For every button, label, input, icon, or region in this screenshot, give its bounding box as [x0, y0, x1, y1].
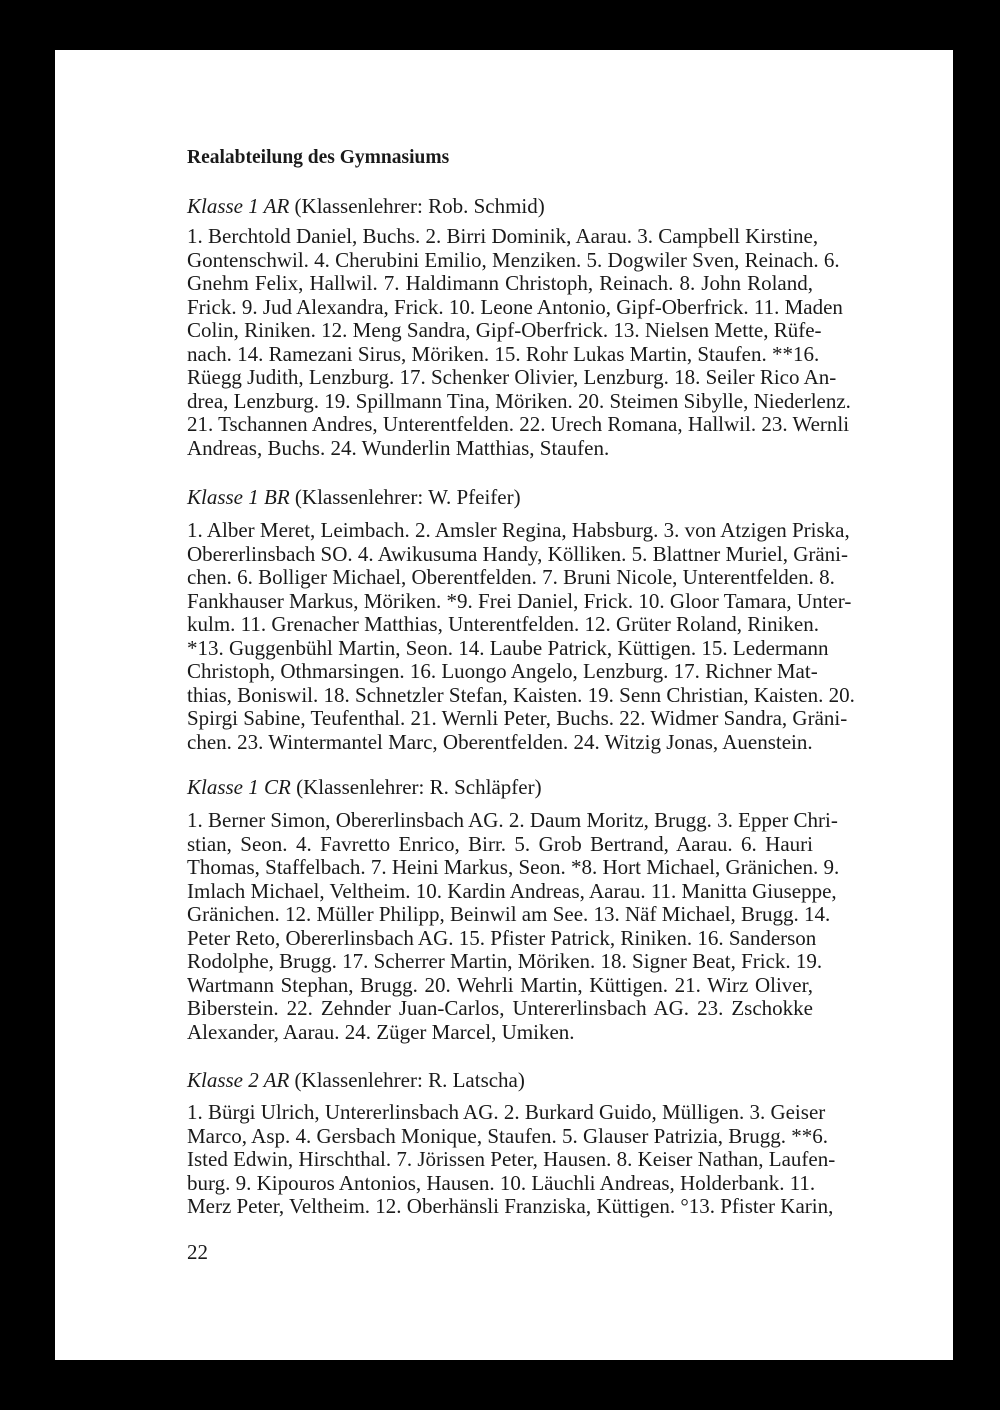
text-line: stian, Seon. 4. Favretto Enrico, Birr. 5. Grob Bertrand, Aarau. 6. Hauri [187, 831, 813, 856]
text-line: Imlach Michael, Veltheim. 10. Kardin Andreas, Aarau. 11. Manitta Giuseppe, [187, 878, 837, 903]
student-list-1ar [187, 224, 851, 460]
text-line: Thomas, Staffelbach. 7. Heini Markus, Seon. *8. Hort Michael, Gränichen. 9. [187, 855, 840, 879]
student-list-1br [187, 518, 855, 754]
page-number: 22 [187, 1240, 208, 1264]
text-line: thias, Boniswil. 18. Schnetzler Stefan, Kaisten. 19. Senn Christian, Kaisten. 20. [187, 682, 855, 707]
class-label: Klasse 1 AR [187, 194, 290, 218]
class-label: Klasse 1 BR [187, 485, 290, 509]
text-line: chen. 23. Wintermantel Marc, Oberentfelden. 24. Witzig Jonas, Auenstein. [187, 729, 813, 754]
text-line: Gränichen. 12. Müller Philipp, Beinwil am See. 13. Näf Michael, Brugg. 14. [187, 902, 831, 926]
class-teacher: (Klassenlehrer: R. Latscha) [294, 1068, 525, 1092]
text-line: 1. Bürgi Ulrich, Untererlinsbach AG. 2. Burkard Guido, Mülligen. 3. Geiser [187, 1100, 826, 1124]
text-line: Rüegg Judith, Lenzburg. 17. Schenker Olivier, Lenzburg. 18. Seiler Rico An- [187, 365, 837, 389]
text-line: Fankhauser Markus, Möriken. *9. Frei Daniel, Frick. 10. Gloor Tamara, Unter- [187, 588, 852, 613]
text-line: Merz Peter, Veltheim. 12. Oberhänsli Franziska, Küttigen. °13. Pfister Karin, [187, 1194, 834, 1218]
class-header-2ar [187, 1069, 813, 1093]
text-line: Alexander, Aarau. 24. Züger Marcel, Umiken. [187, 1019, 575, 1044]
text-line: drea, Lenzburg. 19. Spillmann Tina, Möriken. 20. Steimen Sibylle, Niederlenz. [187, 388, 851, 413]
text-line: Marco, Asp. 4. Gersbach Monique, Staufen. 5. Glauser Patrizia, Brugg. **6. [187, 1123, 828, 1148]
section-heading: Realabteilung des Gymnasiums [187, 147, 450, 168]
text-line: 1. Alber Meret, Leimbach. 2. Amsler Regina, Habsburg. 3. von Atzigen Priska, [187, 518, 850, 542]
class-label: Klasse 2 AR [187, 1068, 290, 1092]
class-teacher: (Klassenlehrer: W. Pfeifer) [294, 485, 521, 509]
text-line: *13. Guggenbühl Martin, Seon. 14. Laube Patrick, Küttigen. 15. Ledermann [187, 635, 829, 660]
class-header-1ar [187, 195, 813, 219]
text-line: Obererlinsbach SO. 4. Awikusuma Handy, Kölliken. 5. Blattner Muriel, Gräni- [187, 541, 848, 566]
text-line: Colin, Riniken. 12. Meng Sandra, Gipf-Oberfrick. 13. Nielsen Mette, Rüfe- [187, 318, 822, 342]
text-line: Gontenschwil. 4. Cherubini Emilio, Menziken. 5. Dogwiler Sven, Reinach. 6. [187, 247, 840, 272]
text-line: 1. Berner Simon, Obererlinsbach AG. 2. Daum Moritz, Brugg. 3. Epper Chri- [187, 808, 838, 832]
text-line: Spirgi Sabine, Teufenthal. 21. Wernli Peter, Buchs. 22. Widmer Sandra, Gräni- [187, 706, 848, 730]
class-header-1br [187, 486, 813, 510]
text-line: Biberstein. 22. Zehnder Juan-Carlos, Untererlinsbach AG. 23. Zschokke [187, 996, 813, 1020]
text-line: Wartmann Stephan, Brugg. 20. Wehrli Martin, Küttigen. 21. Wirz Oliver, [187, 972, 813, 997]
text-line: Christoph, Othmarsingen. 16. Luongo Angelo, Lenzburg. 17. Richner Mat- [187, 659, 818, 683]
text-line: 21. Tschannen Andres, Unterentfelden. 22. Urech Romana, Hallwil. 23. Wernli [187, 412, 850, 436]
class-label: Klasse 1 CR [187, 775, 291, 799]
class-header-1cr [187, 776, 813, 800]
text-line: Andreas, Buchs. 24. Wunderlin Matthias, Staufen. [187, 435, 610, 460]
text-line: nach. 14. Ramezani Sirus, Möriken. 15. Rohr Lukas Martin, Staufen. **16. [187, 341, 820, 366]
text-line: Peter Reto, Obererlinsbach AG. 15. Pfister Patrick, Riniken. 16. Sanderson [187, 925, 817, 950]
text-line: Gnehm Felix, Hallwil. 7. Haldimann Christoph, Reinach. 8. John Roland, [187, 271, 813, 295]
student-list-1cr [187, 808, 840, 1044]
text-line: 1. Berchtold Daniel, Buchs. 2. Birri Dominik, Aarau. 3. Campbell Kirstine, [187, 224, 819, 248]
text-line: Isted Edwin, Hirschthal. 7. Jörissen Peter, Hausen. 8. Keiser Nathan, Laufen- [187, 1147, 836, 1171]
text-line: Rodolphe, Brugg. 17. Scherrer Martin, Möriken. 18. Signer Beat, Frick. 19. [187, 949, 823, 973]
text-line: kulm. 11. Grenacher Matthias, Unterentfelden. 12. Grüter Roland, Riniken. [187, 612, 819, 636]
student-list-2ar [187, 1100, 836, 1219]
text-line: burg. 9. Kipouros Antonios, Hausen. 10. Läuchli Andreas, Holderbank. 11. [187, 1170, 816, 1195]
class-teacher: (Klassenlehrer: Rob. Schmid) [294, 194, 545, 218]
class-teacher: (Klassenlehrer: R. Schläpfer) [296, 775, 542, 799]
text-line: Frick. 9. Jud Alexandra, Frick. 10. Leone Antonio, Gipf-Oberfrick. 11. Maden [187, 294, 843, 319]
text-line: chen. 6. Bolliger Michael, Oberentfelden. 7. Bruni Nicole, Unterentfelden. 8. [187, 565, 835, 589]
